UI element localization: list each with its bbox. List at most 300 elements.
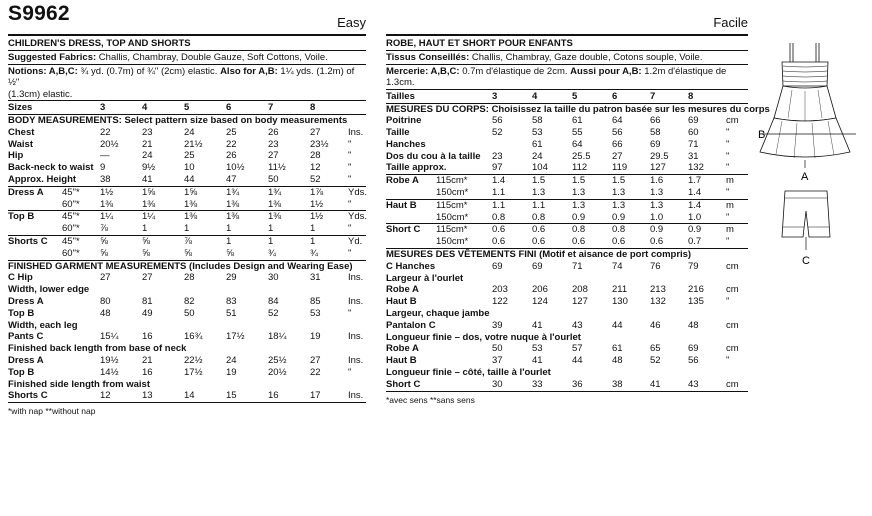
cell-value: 53 <box>532 127 543 139</box>
cell-value: 0.6 <box>572 236 586 248</box>
cell-value: 112 <box>572 162 588 174</box>
finished-measurements-heading <box>386 249 748 261</box>
cell-value: 1 <box>268 223 274 235</box>
cell-value: 1.3 <box>612 187 626 199</box>
fabric-width: 45"* <box>62 235 80 247</box>
finished-measurement-row <box>386 355 748 367</box>
cell-value: 1.1 <box>492 187 506 199</box>
subheading: Largeur, chaque jambe <box>386 308 490 320</box>
finished-subheading <box>8 379 366 391</box>
cell-value: 41 <box>142 173 153 185</box>
cell-value: 52 <box>650 355 661 367</box>
cell-value: 25 <box>226 126 237 138</box>
cell-value: 25.5 <box>572 150 591 162</box>
cell-value: 1 <box>226 223 232 235</box>
size-header: 5 <box>572 90 578 102</box>
cell-value: 119 <box>612 162 628 174</box>
cell-value: 38 <box>100 173 111 185</box>
cell-value: 25 <box>184 150 195 162</box>
fabric-width: 150cm* <box>436 187 469 199</box>
cell-value: 84 <box>268 295 279 307</box>
yardage-row <box>386 236 748 248</box>
cell-value: 41 <box>532 355 543 367</box>
cell-value: 1.4 <box>688 187 702 199</box>
cell-value: ⅝ <box>184 247 192 259</box>
unit: cm <box>726 343 739 355</box>
divider <box>8 402 366 403</box>
row-label: Taille <box>386 127 410 139</box>
body-measurement-row <box>386 139 748 151</box>
cell-value: 0.8 <box>532 211 546 223</box>
unit: Ins. <box>348 272 364 284</box>
cell-value: 85 <box>310 295 321 307</box>
cell-value: 58 <box>650 127 661 139</box>
cell-value: 1 <box>310 235 316 247</box>
divider <box>8 34 366 36</box>
unit: m <box>726 224 734 236</box>
finished-subheading <box>386 308 748 320</box>
unit: Yds. <box>348 186 368 198</box>
row-label: Poitrine <box>386 115 422 127</box>
body-measurement-row <box>386 115 748 127</box>
shorts-c-illustration <box>782 191 830 250</box>
row-label: Back-neck to waist <box>8 162 94 174</box>
cell-value: 27 <box>268 150 279 162</box>
finished-subheading <box>8 343 366 355</box>
cell-value: 1⅝ <box>142 186 156 198</box>
cell-value: 15¼ <box>100 331 119 343</box>
cell-value: 0.6 <box>532 224 546 236</box>
finished-measurement-row <box>386 261 748 273</box>
fabric-width: 115cm* <box>436 224 468 236</box>
cell-value: 1.3 <box>650 199 664 211</box>
fabric-width: 150cm* <box>436 211 469 223</box>
cell-value: 0.9 <box>612 211 626 223</box>
unit: Ins. <box>348 390 364 402</box>
cell-value: 49 <box>142 307 153 319</box>
fabric-width: 45"* <box>62 186 80 198</box>
label-c: C <box>802 255 810 267</box>
size-header: 3 <box>100 102 106 113</box>
cell-value: 21½ <box>184 138 203 150</box>
size-header: 3 <box>492 90 498 102</box>
cell-value: 21 <box>142 138 153 150</box>
unit: cm <box>726 115 739 127</box>
section-heading: FINISHED GARMENT MEASUREMENTS (Includes Design and Wearing Ease) <box>8 260 353 272</box>
cell-value: 0.6 <box>492 224 506 236</box>
cell-value: 57 <box>572 343 583 355</box>
cell-value: 50 <box>492 343 503 355</box>
unit: m <box>726 199 734 211</box>
cell-value: 56 <box>612 127 623 139</box>
cell-value: ⅝ <box>100 247 108 259</box>
cell-value: 1.3 <box>650 187 664 199</box>
cell-value: 16 <box>268 390 279 402</box>
cell-value: 41 <box>650 378 661 390</box>
cell-value: 1⅜ <box>268 211 282 223</box>
unit: " <box>726 355 730 367</box>
cell-value: 44 <box>612 319 623 331</box>
divider <box>8 64 366 65</box>
cell-value: 12 <box>310 162 321 174</box>
difficulty-level-fr: Facile <box>713 15 748 30</box>
body-measurement-row <box>386 162 748 174</box>
cell-value: 1⅜ <box>100 198 114 210</box>
cell-value: 61 <box>572 115 583 127</box>
cell-value: 30 <box>268 272 279 284</box>
cell-value: 71 <box>572 260 583 272</box>
cell-value: 81 <box>142 295 153 307</box>
cell-value: 1⅝ <box>184 186 198 198</box>
body-measurements-heading <box>8 115 366 127</box>
body-measurement-row <box>8 150 366 162</box>
garment-label: Shorts C <box>8 235 48 247</box>
cell-value: 213 <box>650 284 666 296</box>
unit: cm <box>726 378 739 390</box>
finished-subheading <box>386 332 748 344</box>
subheading: Largeur à l'ourlet <box>386 272 464 284</box>
cell-value: 127 <box>572 296 588 308</box>
row-label: Pants C <box>8 331 44 343</box>
body-measurements-heading <box>386 103 770 116</box>
row-label: Dress A <box>8 295 44 307</box>
cell-value: 41 <box>532 319 543 331</box>
cell-value: 211 <box>612 284 628 296</box>
section-heading: MESURES DES VÊTEMENTS FINI (Motif et aisance de port compris) <box>386 249 692 261</box>
cell-value: 24 <box>184 126 195 138</box>
yardage-row <box>8 211 366 223</box>
cell-value: 71 <box>688 138 699 150</box>
row-label: Haut B <box>386 296 417 308</box>
cell-value: 1.7 <box>688 175 702 187</box>
cell-value: 27 <box>142 272 153 284</box>
cell-value: 22½ <box>184 354 203 366</box>
notions-label: Notions: A,B,C: <box>8 65 78 77</box>
finished-measurement-row <box>8 308 366 320</box>
cell-value: 25½ <box>268 354 287 366</box>
cell-value: 55 <box>572 127 583 139</box>
row-label: C Hip <box>8 272 33 284</box>
cell-value: 0.9 <box>572 211 586 223</box>
cell-value: 16¾ <box>184 331 203 343</box>
cell-value: 124 <box>532 296 548 308</box>
cell-value: 44 <box>572 355 583 367</box>
cell-value: 1.0 <box>650 211 664 223</box>
row-label: C Hanches <box>386 260 436 272</box>
cell-value: 10 <box>184 162 195 174</box>
fabrics-text: Challis, Chambray, Double Gauze, Soft Cottons, Voile. <box>96 52 328 63</box>
unit: cm <box>726 260 739 272</box>
unit: " <box>726 211 730 223</box>
fabrics-label: Suggested Fabrics: <box>8 52 97 63</box>
cell-value: 1⅜ <box>226 198 240 210</box>
notions-block <box>8 66 366 101</box>
cell-value: 1 <box>226 235 232 247</box>
cell-value: 31 <box>310 272 321 284</box>
unit: " <box>348 223 352 235</box>
body-measurement-row <box>386 127 748 139</box>
unit: Yds. <box>348 211 368 223</box>
row-label: Hanches <box>386 138 426 150</box>
yardage-row <box>8 236 366 248</box>
cell-value: 74 <box>612 260 623 272</box>
cell-value: 15 <box>226 390 237 402</box>
cell-value: 56 <box>688 355 699 367</box>
cell-value: 1¼ <box>100 211 114 223</box>
cell-value: 61 <box>612 343 623 355</box>
difficulty-level: Easy <box>337 15 366 30</box>
notions-block-fr <box>386 66 748 89</box>
cell-value: 1.5 <box>572 175 586 187</box>
cell-value: 65 <box>650 343 661 355</box>
cell-value: 69 <box>688 343 699 355</box>
cell-value: 60 <box>688 127 699 139</box>
cell-value: 50 <box>184 307 195 319</box>
subheading: Finished side length from waist <box>8 378 150 390</box>
cell-value: 20½ <box>100 138 119 150</box>
cell-value: 66 <box>612 138 623 150</box>
cell-value: ⅞ <box>184 235 192 247</box>
cell-value: 27 <box>612 150 623 162</box>
row-label: Top B <box>8 366 35 378</box>
size-header: 8 <box>310 102 316 113</box>
unit: " <box>348 307 352 319</box>
cell-value: 69 <box>492 260 503 272</box>
finished-subheading <box>386 367 748 379</box>
cell-value: 1½ <box>100 186 114 198</box>
cell-value: 69 <box>532 260 543 272</box>
body-measurement-row <box>8 162 366 174</box>
cell-value: 208 <box>572 284 588 296</box>
cell-value: 69 <box>650 138 661 150</box>
cell-value: 14 <box>184 390 195 402</box>
cell-value: 17½ <box>226 331 245 343</box>
cell-value: 66 <box>650 115 661 127</box>
cell-value: 11½ <box>268 162 286 174</box>
finished-measurement-row <box>386 320 748 332</box>
cell-value: 22 <box>226 138 237 150</box>
size-header: 8 <box>688 90 694 102</box>
cell-value: 16 <box>142 366 153 378</box>
notions-text-3: (1.3cm) elastic. <box>8 88 73 100</box>
row-label: Hip <box>8 150 24 162</box>
cell-value: 1⅜ <box>142 198 156 210</box>
cell-value: 39 <box>492 319 503 331</box>
cell-value: 29.5 <box>650 150 669 162</box>
divider <box>386 391 748 392</box>
size-header: 4 <box>532 90 538 102</box>
label-b: B <box>758 129 766 141</box>
cell-value: 1.3 <box>532 187 546 199</box>
cell-value: 1⅜ <box>268 198 282 210</box>
row-label: Top B <box>8 307 35 319</box>
divider <box>8 50 366 51</box>
unit: " <box>726 296 730 308</box>
unit: " <box>726 236 730 248</box>
cell-value: 13 <box>142 390 153 402</box>
cell-value: 43 <box>688 378 699 390</box>
subheading: Longueur finie – côté, taille à l'ourlet <box>386 367 551 379</box>
fabric-width: 115cm* <box>436 175 468 187</box>
yardage-row <box>8 187 366 199</box>
fabrics-line <box>8 52 366 64</box>
cell-value: 56 <box>492 115 503 127</box>
size-header: 6 <box>226 102 232 113</box>
cell-value: 1½ <box>310 211 324 223</box>
unit: cm <box>726 319 739 331</box>
unit: " <box>348 150 352 162</box>
body-measurement-row <box>8 139 366 151</box>
notions-text-2: 1¼ yds. (1.2m) of ½" <box>8 65 355 88</box>
subheading: Width, lower edge <box>8 284 90 296</box>
french-header <box>386 4 748 34</box>
body-measurement-row <box>386 151 748 163</box>
cell-value: 0.9 <box>650 224 664 236</box>
cell-value: 1⅜ <box>184 211 198 223</box>
cell-value: 1 <box>310 223 316 235</box>
unit: Ins. <box>348 354 364 366</box>
cell-value: 12 <box>100 390 111 402</box>
row-label: Dress A <box>8 354 44 366</box>
cell-value: ⅞ <box>100 223 108 235</box>
garment-label: Short C <box>386 224 421 236</box>
row-label: Waist <box>8 138 33 150</box>
cell-value: 132 <box>650 296 666 308</box>
cell-value: ¾ <box>268 247 276 259</box>
cell-value: 27 <box>310 126 321 138</box>
cell-value: 1.5 <box>532 175 546 187</box>
cell-value: 38 <box>612 378 623 390</box>
cell-value: 36 <box>572 378 583 390</box>
cell-value: 16 <box>142 331 153 343</box>
row-label: Pantalon C <box>386 319 436 331</box>
row-label: Approx. Height <box>8 173 77 185</box>
cell-value: 135 <box>688 296 704 308</box>
cell-value: 30 <box>492 378 503 390</box>
cell-value: 1¼ <box>142 211 156 223</box>
cell-value: 37 <box>492 355 503 367</box>
row-label: Taille approx. <box>386 162 447 174</box>
finished-subheading <box>8 320 366 332</box>
cell-value: 19½ <box>100 354 119 366</box>
cell-value: 122 <box>492 296 508 308</box>
cell-value: 1 <box>184 223 190 235</box>
cell-value: 0.8 <box>492 211 506 223</box>
cell-value: 23 <box>268 138 279 150</box>
cell-value: 58 <box>532 115 543 127</box>
pattern-number: S9962 <box>8 2 70 25</box>
unit: " <box>348 198 352 210</box>
cell-value: 23 <box>492 150 503 162</box>
body-measurement-row <box>8 174 366 186</box>
cell-value: 23 <box>142 126 153 138</box>
unit: " <box>726 138 730 150</box>
cell-value: 216 <box>688 284 704 296</box>
cell-value: 1.0 <box>688 211 702 223</box>
unit: Ins. <box>348 295 364 307</box>
cell-value: 21 <box>142 354 153 366</box>
cell-value: 23½ <box>310 138 329 150</box>
cell-value: 19 <box>310 331 321 343</box>
notions-text-fr: 0.7m d'élastique de 2cm. <box>459 65 571 77</box>
row-label: Chest <box>8 126 35 138</box>
footnote-fr: *avec sens **sans sens <box>386 394 475 405</box>
cell-value: 46 <box>650 319 661 331</box>
cell-value: 53 <box>532 343 543 355</box>
cell-value: 1⅜ <box>226 211 240 223</box>
row-label: Shorts C <box>8 390 48 402</box>
cell-value: 24 <box>142 150 153 162</box>
cell-value: 0.8 <box>612 224 626 236</box>
fabric-width: 115cm* <box>436 199 468 211</box>
finished-subheading <box>386 273 748 285</box>
unit: " <box>348 247 352 259</box>
cell-value: 52 <box>310 173 321 185</box>
fabric-width: 60"* <box>62 247 80 259</box>
cell-value: 1¾ <box>268 186 282 198</box>
cell-value: 48 <box>100 307 111 319</box>
cell-value: 132 <box>688 162 704 174</box>
fabrics-label-fr: Tissus Conseillés: <box>386 52 470 63</box>
cell-value: 52 <box>492 127 503 139</box>
cell-value: 18¼ <box>268 331 287 343</box>
cell-value: 0.6 <box>492 236 506 248</box>
fabric-width: 45"* <box>62 211 80 223</box>
cell-value: 1.3 <box>612 199 626 211</box>
cell-value: 64 <box>612 115 623 127</box>
cell-value: 19 <box>226 366 237 378</box>
cell-value: 0.6 <box>650 236 664 248</box>
notions-label-fr: Mercerie: A,B,C: <box>386 65 460 77</box>
cell-value: 26 <box>268 126 279 138</box>
yardage-row <box>8 223 366 235</box>
cell-value: 1 <box>142 223 148 235</box>
cell-value: 1.3 <box>572 187 586 199</box>
yardage-row <box>8 199 366 211</box>
cell-value: 50 <box>268 173 279 185</box>
cell-value: 130 <box>612 296 628 308</box>
cell-value: 43 <box>572 319 583 331</box>
english-header <box>8 4 366 34</box>
cell-value: 1.3 <box>572 199 586 211</box>
cell-value: 48 <box>688 319 699 331</box>
yardage-row <box>386 212 748 224</box>
cell-value: 79 <box>688 260 699 272</box>
finished-measurement-row <box>8 331 366 343</box>
cell-value: 28 <box>310 150 321 162</box>
sizes-label: Sizes <box>8 102 33 113</box>
cell-value: 206 <box>532 284 548 296</box>
footnote: *with nap **without nap <box>8 406 96 417</box>
size-header: 4 <box>142 102 148 113</box>
cell-value: 0.6 <box>612 236 626 248</box>
subheading: Finished back length from base of neck <box>8 343 187 355</box>
cell-value: ⅝ <box>142 247 150 259</box>
row-label: Haut B <box>386 355 417 367</box>
finished-measurement-row <box>386 379 748 391</box>
notions-text-2-fr: 1.2m d'élastique de 1.3cm. <box>386 65 727 88</box>
garment-title: CHILDREN'S DRESS, TOP AND SHORTS <box>8 38 191 49</box>
fabric-width: 150cm* <box>436 236 469 248</box>
finished-measurement-row <box>8 272 366 284</box>
divider <box>386 50 748 51</box>
finished-measurement-row <box>8 355 366 367</box>
cell-value: 203 <box>492 284 508 296</box>
garment-label: Dress A <box>8 186 44 198</box>
yardage-row <box>386 175 748 187</box>
french-column <box>386 4 770 405</box>
cell-value: 52 <box>268 307 279 319</box>
